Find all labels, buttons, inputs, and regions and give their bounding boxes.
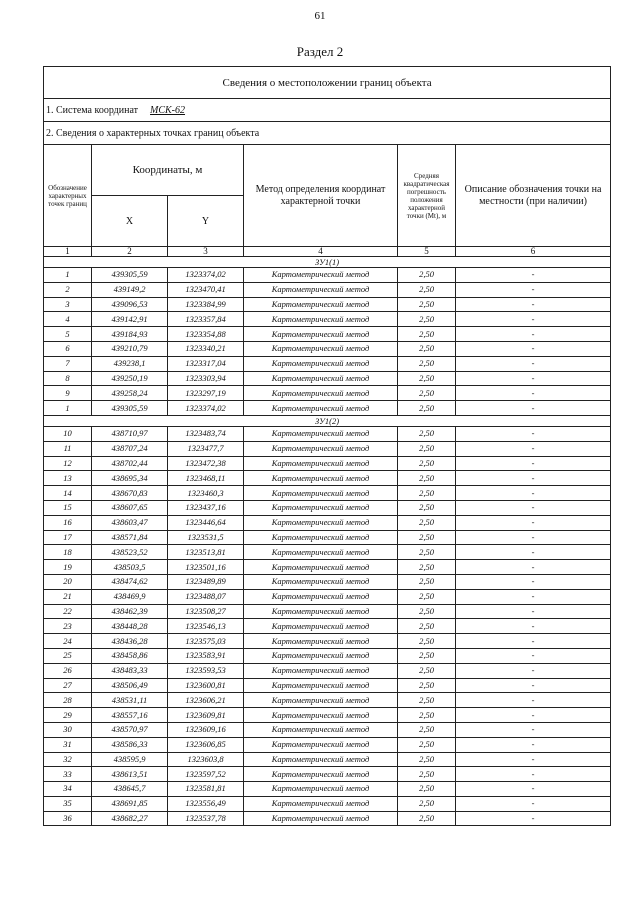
table-row bbox=[44, 722, 611, 737]
header-row-1 bbox=[44, 145, 611, 196]
mean-error-cell: 2,50 bbox=[398, 574, 456, 589]
method-cell: Картометрический метод bbox=[244, 752, 398, 767]
mean-error-cell: 2,50 bbox=[398, 545, 456, 560]
coord-y: 1323470,41 bbox=[168, 282, 244, 297]
mean-error-cell: 2,50 bbox=[398, 634, 456, 649]
coord-x: 438469,9 bbox=[92, 589, 168, 604]
method-cell: Картометрический метод bbox=[244, 471, 398, 486]
coord-x: 438710,97 bbox=[92, 426, 168, 441]
coord-system-cell bbox=[44, 99, 611, 122]
table-row bbox=[44, 678, 611, 693]
description-cell: - bbox=[456, 663, 611, 678]
coord-x: 439258,24 bbox=[92, 386, 168, 401]
method-cell: Картометрический метод bbox=[244, 574, 398, 589]
description-cell: - bbox=[456, 767, 611, 782]
coord-y: 1323374,02 bbox=[168, 401, 244, 416]
coord-x: 438503,5 bbox=[92, 560, 168, 575]
coord-x: 438695,34 bbox=[92, 471, 168, 486]
description-cell: - bbox=[456, 530, 611, 545]
mean-error-cell: 2,50 bbox=[398, 327, 456, 342]
description-cell: - bbox=[456, 486, 611, 501]
point-number: 2 bbox=[44, 282, 92, 297]
table-row bbox=[44, 456, 611, 471]
method-cell: Картометрический метод bbox=[244, 796, 398, 811]
coord-y: 1323477,7 bbox=[168, 441, 244, 456]
column-number: 6 bbox=[456, 247, 611, 257]
mean-error-cell: 2,50 bbox=[398, 371, 456, 386]
header-method: Метод определения координат характерной точки bbox=[244, 145, 398, 247]
mean-error-cell: 2,50 bbox=[398, 678, 456, 693]
column-number: 3 bbox=[168, 247, 244, 257]
table-title: Сведения о местоположении границ объекта bbox=[44, 67, 611, 99]
description-cell: - bbox=[456, 574, 611, 589]
table-row bbox=[44, 515, 611, 530]
point-number: 34 bbox=[44, 782, 92, 797]
point-number: 25 bbox=[44, 648, 92, 663]
point-number: 32 bbox=[44, 752, 92, 767]
coord-x: 438571,84 bbox=[92, 530, 168, 545]
table-row bbox=[44, 545, 611, 560]
coord-x: 438702,44 bbox=[92, 456, 168, 471]
section-title: Раздел 2 bbox=[296, 44, 344, 59]
method-cell: Картометрический метод bbox=[244, 619, 398, 634]
method-cell: Картометрический метод bbox=[244, 441, 398, 456]
description-cell: - bbox=[456, 589, 611, 604]
method-cell: Картометрический метод bbox=[244, 371, 398, 386]
table-row bbox=[44, 619, 611, 634]
point-number: 12 bbox=[44, 456, 92, 471]
method-cell: Картометрический метод bbox=[244, 312, 398, 327]
coord-x: 438613,51 bbox=[92, 767, 168, 782]
column-numbers-row bbox=[44, 247, 611, 257]
point-number: 19 bbox=[44, 560, 92, 575]
page-number: 61 bbox=[314, 10, 326, 22]
coord-x: 438570,97 bbox=[92, 722, 168, 737]
point-number: 6 bbox=[44, 341, 92, 356]
point-number: 13 bbox=[44, 471, 92, 486]
description-cell: - bbox=[456, 693, 611, 708]
coord-y: 1323537,78 bbox=[168, 811, 244, 826]
point-number: 18 bbox=[44, 545, 92, 560]
method-cell: Картометрический метод bbox=[244, 693, 398, 708]
point-number: 29 bbox=[44, 708, 92, 723]
coord-x: 438458,86 bbox=[92, 648, 168, 663]
coord-y: 1323489,89 bbox=[168, 574, 244, 589]
coord-x: 438474,62 bbox=[92, 574, 168, 589]
method-cell: Картометрический метод bbox=[244, 560, 398, 575]
table-row bbox=[44, 500, 611, 515]
table-row bbox=[44, 341, 611, 356]
coord-y: 1323384,99 bbox=[168, 297, 244, 312]
table-row bbox=[44, 297, 611, 312]
coord-x: 438462,39 bbox=[92, 604, 168, 619]
header-description: Описание обозначения точки на местности (при наличии) bbox=[456, 145, 611, 247]
point-number: 27 bbox=[44, 678, 92, 693]
coord-y: 1323556,49 bbox=[168, 796, 244, 811]
point-number: 23 bbox=[44, 619, 92, 634]
mean-error-cell: 2,50 bbox=[398, 312, 456, 327]
mean-error-cell: 2,50 bbox=[398, 441, 456, 456]
mean-error-cell: 2,50 bbox=[398, 530, 456, 545]
coord-x: 438523,52 bbox=[92, 545, 168, 560]
coord-x: 439238,1 bbox=[92, 356, 168, 371]
coord-y: 1323575,03 bbox=[168, 634, 244, 649]
point-number: 3 bbox=[44, 297, 92, 312]
coord-x: 438645,7 bbox=[92, 782, 168, 797]
coord-x: 438682,27 bbox=[92, 811, 168, 826]
mean-error-cell: 2,50 bbox=[398, 560, 456, 575]
coord-x: 438506,49 bbox=[92, 678, 168, 693]
coord-x: 438691,85 bbox=[92, 796, 168, 811]
mean-error-cell: 2,50 bbox=[398, 471, 456, 486]
points-label-row bbox=[44, 122, 611, 145]
table-row bbox=[44, 530, 611, 545]
method-cell: Картометрический метод bbox=[244, 456, 398, 471]
description-cell: - bbox=[456, 341, 611, 356]
mean-error-cell: 2,50 bbox=[398, 341, 456, 356]
method-cell: Картометрический метод bbox=[244, 604, 398, 619]
coord-y: 1323546,13 bbox=[168, 619, 244, 634]
mean-error-cell: 2,50 bbox=[398, 297, 456, 312]
table-row bbox=[44, 782, 611, 797]
coord-y: 1323303,94 bbox=[168, 371, 244, 386]
table-row bbox=[44, 708, 611, 723]
header-mean-error: Средняя квадратическая погрешность положения характерной точки (Mt), м bbox=[398, 145, 456, 247]
coord-x: 438586,33 bbox=[92, 737, 168, 752]
point-number: 1 bbox=[44, 268, 92, 283]
table-row bbox=[44, 634, 611, 649]
description-cell: - bbox=[456, 545, 611, 560]
table-row bbox=[44, 327, 611, 342]
table-row bbox=[44, 471, 611, 486]
coord-x: 438436,28 bbox=[92, 634, 168, 649]
table-row bbox=[44, 737, 611, 752]
mean-error-cell: 2,50 bbox=[398, 456, 456, 471]
point-number: 31 bbox=[44, 737, 92, 752]
mean-error-cell: 2,50 bbox=[398, 500, 456, 515]
mean-error-cell: 2,50 bbox=[398, 268, 456, 283]
mean-error-cell: 2,50 bbox=[398, 589, 456, 604]
point-number: 36 bbox=[44, 811, 92, 826]
coord-x: 438595,9 bbox=[92, 752, 168, 767]
coord-y: 1323340,21 bbox=[168, 341, 244, 356]
column-number: 1 bbox=[44, 247, 92, 257]
method-cell: Картометрический метод bbox=[244, 530, 398, 545]
method-cell: Картометрический метод bbox=[244, 341, 398, 356]
table-row bbox=[44, 401, 611, 416]
point-number: 1 bbox=[44, 401, 92, 416]
method-cell: Картометрический метод bbox=[244, 297, 398, 312]
coord-x: 439250,19 bbox=[92, 371, 168, 386]
coord-y: 1323437,16 bbox=[168, 500, 244, 515]
point-number: 8 bbox=[44, 371, 92, 386]
description-cell: - bbox=[456, 752, 611, 767]
point-number: 20 bbox=[44, 574, 92, 589]
method-cell: Картометрический метод bbox=[244, 545, 398, 560]
description-cell: - bbox=[456, 811, 611, 826]
mean-error-cell: 2,50 bbox=[398, 737, 456, 752]
mean-error-cell: 2,50 bbox=[398, 648, 456, 663]
method-cell: Картометрический метод bbox=[244, 486, 398, 501]
coord-y: 1323297,19 bbox=[168, 386, 244, 401]
mean-error-cell: 2,50 bbox=[398, 604, 456, 619]
table-row bbox=[44, 441, 611, 456]
method-cell: Картометрический метод bbox=[244, 282, 398, 297]
method-cell: Картометрический метод bbox=[244, 327, 398, 342]
coord-y: 1323606,85 bbox=[168, 737, 244, 752]
method-cell: Картометрический метод bbox=[244, 356, 398, 371]
description-cell: - bbox=[456, 708, 611, 723]
point-number: 11 bbox=[44, 441, 92, 456]
coord-y: 1323531,5 bbox=[168, 530, 244, 545]
point-number: 30 bbox=[44, 722, 92, 737]
coord-y: 1323581,81 bbox=[168, 782, 244, 797]
description-cell: - bbox=[456, 560, 611, 575]
table-row bbox=[44, 282, 611, 297]
point-number: 14 bbox=[44, 486, 92, 501]
coord-x: 438707,24 bbox=[92, 441, 168, 456]
point-number: 17 bbox=[44, 530, 92, 545]
mean-error-cell: 2,50 bbox=[398, 619, 456, 634]
coord-x: 438603,47 bbox=[92, 515, 168, 530]
table-row bbox=[44, 371, 611, 386]
description-cell: - bbox=[456, 722, 611, 737]
table-row bbox=[44, 356, 611, 371]
coord-y: 1323603,8 bbox=[168, 752, 244, 767]
table-row bbox=[44, 604, 611, 619]
coord-y: 1323317,04 bbox=[168, 356, 244, 371]
coord-x: 438670,83 bbox=[92, 486, 168, 501]
header-x: X bbox=[92, 196, 168, 247]
group-row bbox=[44, 415, 611, 426]
method-cell: Картометрический метод bbox=[244, 722, 398, 737]
description-cell: - bbox=[456, 356, 611, 371]
coord-system-value: МСК-62 bbox=[150, 104, 186, 116]
mean-error-cell: 2,50 bbox=[398, 386, 456, 401]
coord-x: 438557,16 bbox=[92, 708, 168, 723]
header-y: Y bbox=[168, 196, 244, 247]
table-row bbox=[44, 648, 611, 663]
boundary-table bbox=[43, 66, 611, 826]
description-cell: - bbox=[456, 268, 611, 283]
point-number: 24 bbox=[44, 634, 92, 649]
mean-error-cell: 2,50 bbox=[398, 752, 456, 767]
table-row bbox=[44, 268, 611, 283]
point-number: 26 bbox=[44, 663, 92, 678]
mean-error-cell: 2,50 bbox=[398, 401, 456, 416]
coord-system-row bbox=[44, 99, 611, 122]
table-row bbox=[44, 663, 611, 678]
coord-y: 1323483,74 bbox=[168, 426, 244, 441]
points-label: 2. Сведения о характерных точках границ объекта bbox=[44, 122, 611, 145]
mean-error-cell: 2,50 bbox=[398, 693, 456, 708]
method-cell: Картометрический метод bbox=[244, 811, 398, 826]
group-name: ЗУ1(1) bbox=[44, 257, 611, 268]
table-row bbox=[44, 560, 611, 575]
method-cell: Картометрический метод bbox=[244, 268, 398, 283]
table-row bbox=[44, 386, 611, 401]
group-name: ЗУ1(2) bbox=[44, 415, 611, 426]
method-cell: Картометрический метод bbox=[244, 663, 398, 678]
table-row bbox=[44, 312, 611, 327]
method-cell: Картометрический метод bbox=[244, 401, 398, 416]
description-cell: - bbox=[456, 386, 611, 401]
point-number: 28 bbox=[44, 693, 92, 708]
table-body bbox=[44, 67, 611, 826]
description-cell: - bbox=[456, 371, 611, 386]
description-cell: - bbox=[456, 471, 611, 486]
description-cell: - bbox=[456, 441, 611, 456]
mean-error-cell: 2,50 bbox=[398, 356, 456, 371]
coord-y: 1323508,27 bbox=[168, 604, 244, 619]
mean-error-cell: 2,50 bbox=[398, 515, 456, 530]
description-cell: - bbox=[456, 282, 611, 297]
coord-x: 439096,53 bbox=[92, 297, 168, 312]
point-number: 22 bbox=[44, 604, 92, 619]
coord-y: 1323501,16 bbox=[168, 560, 244, 575]
mean-error-cell: 2,50 bbox=[398, 708, 456, 723]
method-cell: Картометрический метод bbox=[244, 737, 398, 752]
coord-y: 1323583,91 bbox=[168, 648, 244, 663]
coord-x: 439142,91 bbox=[92, 312, 168, 327]
header-coordinates: Координаты, м bbox=[92, 145, 244, 196]
coord-y: 1323597,52 bbox=[168, 767, 244, 782]
table-title-row bbox=[44, 67, 611, 99]
description-cell: - bbox=[456, 515, 611, 530]
coord-y: 1323606,21 bbox=[168, 693, 244, 708]
table-row bbox=[44, 752, 611, 767]
method-cell: Картометрический метод bbox=[244, 386, 398, 401]
point-number: 4 bbox=[44, 312, 92, 327]
coord-y: 1323374,02 bbox=[168, 268, 244, 283]
point-number: 9 bbox=[44, 386, 92, 401]
column-number: 4 bbox=[244, 247, 398, 257]
description-cell: - bbox=[456, 312, 611, 327]
table-row bbox=[44, 486, 611, 501]
point-number: 16 bbox=[44, 515, 92, 530]
point-number: 10 bbox=[44, 426, 92, 441]
coord-x: 439149,2 bbox=[92, 282, 168, 297]
point-number: 33 bbox=[44, 767, 92, 782]
coord-x: 438531,11 bbox=[92, 693, 168, 708]
mean-error-cell: 2,50 bbox=[398, 767, 456, 782]
point-number: 7 bbox=[44, 356, 92, 371]
mean-error-cell: 2,50 bbox=[398, 663, 456, 678]
mean-error-cell: 2,50 bbox=[398, 782, 456, 797]
table-row bbox=[44, 426, 611, 441]
method-cell: Картометрический метод bbox=[244, 782, 398, 797]
table-row bbox=[44, 693, 611, 708]
mean-error-cell: 2,50 bbox=[398, 426, 456, 441]
coord-x: 439210,79 bbox=[92, 341, 168, 356]
coord-y: 1323354,88 bbox=[168, 327, 244, 342]
method-cell: Картометрический метод bbox=[244, 589, 398, 604]
coord-x: 438607,65 bbox=[92, 500, 168, 515]
point-number: 15 bbox=[44, 500, 92, 515]
description-cell: - bbox=[456, 634, 611, 649]
mean-error-cell: 2,50 bbox=[398, 796, 456, 811]
description-cell: - bbox=[456, 678, 611, 693]
coord-y: 1323593,53 bbox=[168, 663, 244, 678]
header-designation: Обозначение характерных точек границ bbox=[44, 145, 92, 247]
coord-y: 1323357,84 bbox=[168, 312, 244, 327]
group-row bbox=[44, 257, 611, 268]
description-cell: - bbox=[456, 619, 611, 634]
description-cell: - bbox=[456, 401, 611, 416]
coord-x: 439305,59 bbox=[92, 268, 168, 283]
column-number: 2 bbox=[92, 247, 168, 257]
coord-y: 1323513,81 bbox=[168, 545, 244, 560]
point-number: 35 bbox=[44, 796, 92, 811]
coord-y: 1323609,16 bbox=[168, 722, 244, 737]
description-cell: - bbox=[456, 796, 611, 811]
coord-y: 1323609,81 bbox=[168, 708, 244, 723]
method-cell: Картометрический метод bbox=[244, 500, 398, 515]
coord-y: 1323600,81 bbox=[168, 678, 244, 693]
description-cell: - bbox=[456, 737, 611, 752]
point-number: 5 bbox=[44, 327, 92, 342]
coord-y: 1323468,11 bbox=[168, 471, 244, 486]
mean-error-cell: 2,50 bbox=[398, 811, 456, 826]
method-cell: Картометрический метод bbox=[244, 678, 398, 693]
method-cell: Картометрический метод bbox=[244, 648, 398, 663]
method-cell: Картометрический метод bbox=[244, 634, 398, 649]
mean-error-cell: 2,50 bbox=[398, 486, 456, 501]
coord-y: 1323488,07 bbox=[168, 589, 244, 604]
mean-error-cell: 2,50 bbox=[398, 722, 456, 737]
coord-x: 438448,28 bbox=[92, 619, 168, 634]
description-cell: - bbox=[456, 426, 611, 441]
description-cell: - bbox=[456, 456, 611, 471]
coord-y: 1323460,3 bbox=[168, 486, 244, 501]
description-cell: - bbox=[456, 327, 611, 342]
coord-system-label: 1. Система координат bbox=[46, 104, 139, 116]
method-cell: Картометрический метод bbox=[244, 515, 398, 530]
table-row bbox=[44, 796, 611, 811]
description-cell: - bbox=[456, 500, 611, 515]
description-cell: - bbox=[456, 648, 611, 663]
point-number: 21 bbox=[44, 589, 92, 604]
coord-x: 439184,93 bbox=[92, 327, 168, 342]
description-cell: - bbox=[456, 604, 611, 619]
table-row bbox=[44, 589, 611, 604]
table-row bbox=[44, 811, 611, 826]
method-cell: Картометрический метод bbox=[244, 708, 398, 723]
method-cell: Картометрический метод bbox=[244, 426, 398, 441]
method-cell: Картометрический метод bbox=[244, 767, 398, 782]
table-row bbox=[44, 767, 611, 782]
table-row bbox=[44, 574, 611, 589]
coord-x: 439305,59 bbox=[92, 401, 168, 416]
mean-error-cell: 2,50 bbox=[398, 282, 456, 297]
description-cell: - bbox=[456, 297, 611, 312]
coord-y: 1323446,64 bbox=[168, 515, 244, 530]
coord-y: 1323472,38 bbox=[168, 456, 244, 471]
column-number: 5 bbox=[398, 247, 456, 257]
description-cell: - bbox=[456, 782, 611, 797]
coord-x: 438483,33 bbox=[92, 663, 168, 678]
